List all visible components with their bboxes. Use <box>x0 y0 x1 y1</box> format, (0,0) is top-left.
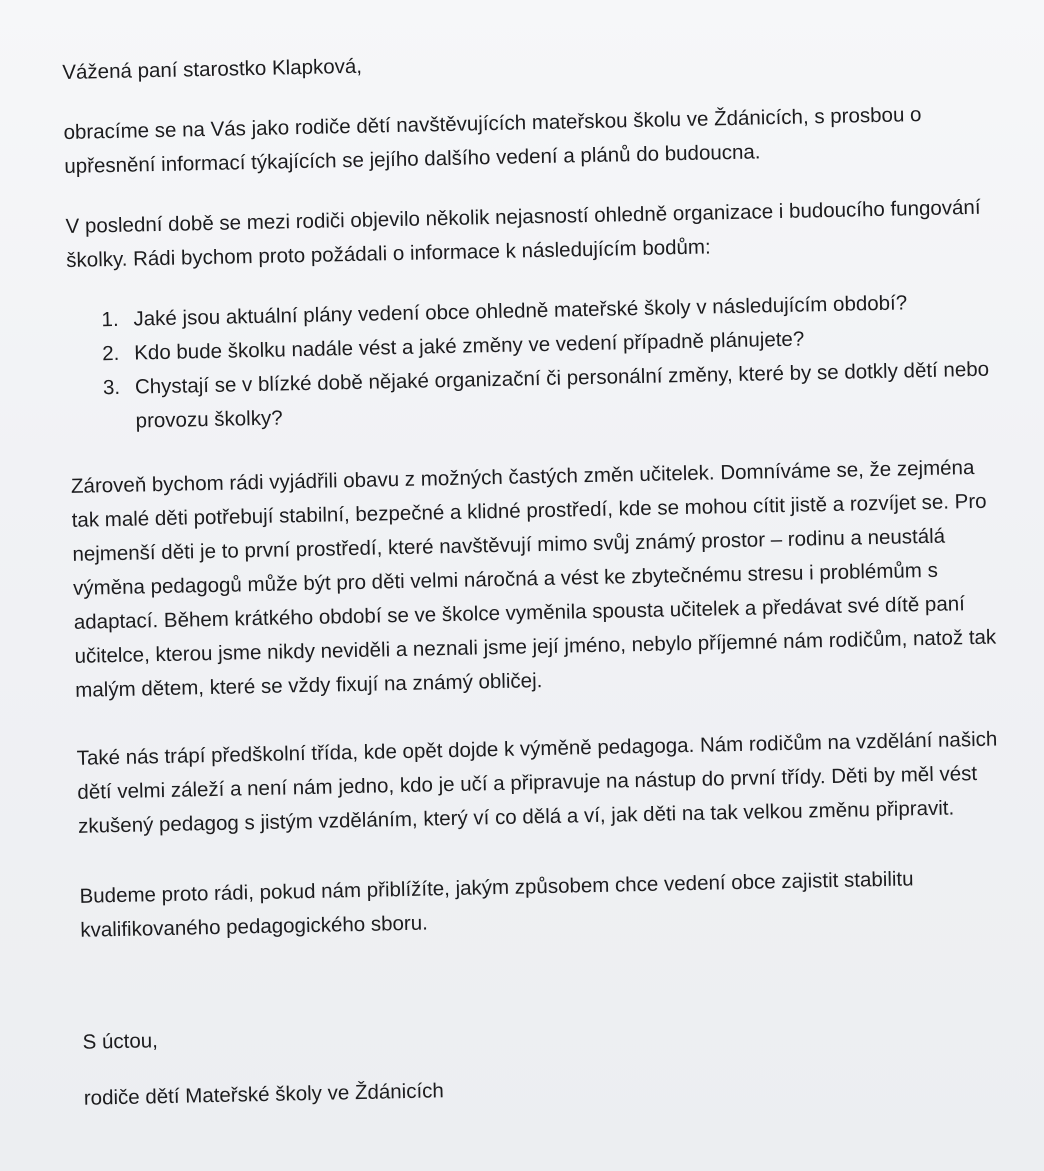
letter-body <box>62 37 1014 1116</box>
question-number: 2. <box>102 341 120 366</box>
question-text: Chystají se v blízké době nějaké organizační či personální změny, které by se dotkly dětí nebo provozu školky? <box>134 357 990 433</box>
question-number: 3. <box>102 375 121 400</box>
salutation: Vážená paní starostko Klapková, <box>62 54 363 84</box>
preschool-concern-paragraph: Také nás trápí předškolní třída, kde opět dojde k výměně pedagoga. Nám rodičům na vzdělání našich dětí velmi záleží a není nám jedno, kdo je učí a připravuje na nástup do první třídy. Děti by měl vést zkušený pedagog s jistým vzděláním, který ví co dělá a ví, jak děti na tak velkou změnu připravit. <box>76 727 998 838</box>
context-paragraph: V poslední době se mezi rodiči objevilo několik nejasností ohledně organizace i budoucího fungování školky. Rádi bychom proto požádali o informace k následujícím bodům: <box>65 195 981 272</box>
teachers-concern-paragraph: Zároveň bychom rádi vyjádřili obavu z možných častých změn učitelek. Domníváme se, že zejména tak malé děti potřebují stabilní, bezpečné a klidné prostředí, kde se mohou cítit jistě a rozvíjet se. Pro nejmenší děti je to první prostředí, které navštěvují mimo svůj známý prostor – rodinu a neustálá výměna pedagogů může být pro děti velmi náročná a vést ke zbytečnému stresu i problémům s adaptací. Během krátkého období se ve školce vyměnila spousta učitelek a předávat své dítě paní učitelce, kterou jsme nikdy neviděli a neznali jsme její jméno, nebylo příjemné nám rodičům, natož tak malým dětem, které se vždy fixují na známý obličej. <box>70 455 997 702</box>
question-text: Jaké jsou aktuální plány vedení obce ohledně mateřské školy v následujícím období? <box>133 291 908 331</box>
intro-paragraph: obracíme se na Vás jako rodiče dětí navštěvujících mateřskou školu ve Ždánicích, s prosbou o upřesnění informací týkajících se jejího dalšího vedení a plánů do budoucna. <box>63 103 922 178</box>
question-list <box>67 284 1000 439</box>
question-number: 1. <box>101 307 119 332</box>
closing-request-paragraph: Budeme proto rádi, pokud nám přiblížíte, jakým způsobem chce vedení obce zajistit stabilitu kvalifikovaného pedagogického sboru. <box>79 867 914 942</box>
question-text: Kdo bude školku nadále vést a jaké změny ve vedení případně plánujete? <box>133 327 805 365</box>
signature: rodiče dětí Mateřské školy ve Ždánicích <box>83 1079 445 1110</box>
signoff: S úctou, <box>82 1029 159 1054</box>
